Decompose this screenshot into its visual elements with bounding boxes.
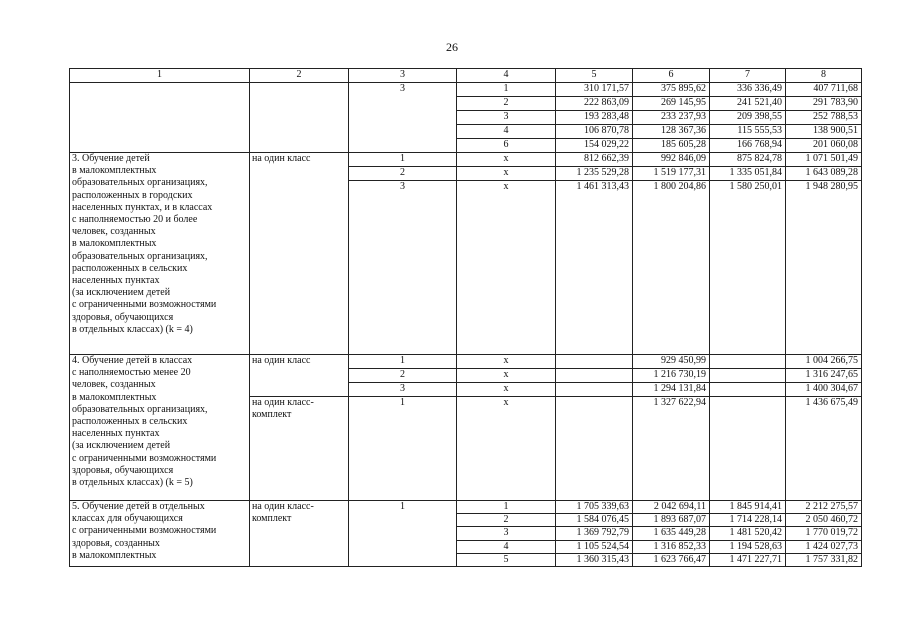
- empty-cell: [250, 83, 349, 153]
- group-number-cell: 1: [349, 355, 457, 369]
- cell-text-line: (за исключением детей: [72, 440, 171, 452]
- value-cell-5: 1 705 339,63: [556, 501, 633, 514]
- value-cell-5: [556, 369, 633, 383]
- subgroup-number-cell: 6: [457, 139, 556, 153]
- value-cell-6: 1 893 687,07: [633, 514, 710, 527]
- value-cell-6: 929 450,99: [633, 355, 710, 369]
- subgroup-number-cell: 4: [457, 540, 556, 553]
- subgroup-number-cell: х: [457, 167, 556, 181]
- subgroup-number-cell: 1: [457, 83, 556, 97]
- cell-text-line: образовательных организациях,: [72, 177, 208, 189]
- value-cell-7: 1 335 051,84: [710, 167, 786, 181]
- value-cell-5: 1 235 529,28: [556, 167, 633, 181]
- subgroup-number-cell: х: [457, 369, 556, 383]
- subgroup-number-cell: х: [457, 383, 556, 397]
- column-header-3: 3: [349, 69, 457, 83]
- cell-text-line: расположенных в сельских: [72, 416, 188, 428]
- subgroup-number-cell: х: [457, 397, 556, 501]
- column-header-2: 2: [250, 69, 349, 83]
- value-cell-5: 1 584 076,45: [556, 514, 633, 527]
- value-cell-6: 185 605,28: [633, 139, 710, 153]
- block3-row: [70, 153, 862, 167]
- value-cell-7: 241 521,40: [710, 97, 786, 111]
- column-header-5: 5: [556, 69, 633, 83]
- column-header-8: 8: [786, 69, 862, 83]
- value-cell-6: 1 519 177,31: [633, 167, 710, 181]
- cell-text-line: в малокомплектных: [72, 165, 157, 177]
- value-cell-5: 310 171,57: [556, 83, 633, 97]
- cell-text-line: с ограниченными возможностями: [72, 525, 217, 537]
- value-cell-8: 2 050 460,72: [786, 514, 862, 527]
- value-cell-6: 1 294 131,84: [633, 383, 710, 397]
- cell-text-line: комплект: [252, 409, 292, 421]
- value-cell-6: 1 623 766,47: [633, 553, 710, 566]
- block4-row: [70, 355, 862, 369]
- value-cell-7: 209 398,55: [710, 111, 786, 125]
- value-cell-8: 252 788,53: [786, 111, 862, 125]
- subgroup-number-cell: х: [457, 153, 556, 167]
- value-cell-8: 201 060,08: [786, 139, 862, 153]
- unit-cell: [250, 501, 349, 567]
- value-cell-6: 1 327 622,94: [633, 397, 710, 501]
- value-cell-7: 1 714 228,14: [710, 514, 786, 527]
- cell-text-line: 3. Обучение детей: [72, 153, 150, 164]
- value-cell-7: 1 481 520,42: [710, 527, 786, 540]
- block4-description: [70, 355, 250, 501]
- data-table: [69, 68, 862, 567]
- value-cell-8: 138 900,51: [786, 125, 862, 139]
- value-cell-6: 128 367,36: [633, 125, 710, 139]
- value-cell-6: 2 042 694,11: [633, 501, 710, 514]
- value-cell-8: 1 436 675,49: [786, 397, 862, 501]
- cell-text-line: образовательных организациях,: [72, 403, 208, 415]
- value-cell-6: 1 635 449,28: [633, 527, 710, 540]
- value-cell-5: 812 662,39: [556, 153, 633, 167]
- cell-text-line: классах для обучающихся: [72, 513, 183, 525]
- subgroup-number-cell: 2: [457, 97, 556, 111]
- cell-text-line: (за исключением детей: [72, 287, 171, 299]
- cell-text-line: здоровья, созданных: [72, 537, 160, 549]
- value-cell-8: 1 400 304,67: [786, 383, 862, 397]
- value-cell-7: 875 824,78: [710, 153, 786, 167]
- subgroup-number-cell: 5: [457, 553, 556, 566]
- value-cell-5: 222 863,09: [556, 97, 633, 111]
- value-cell-7: [710, 369, 786, 383]
- cell-text-line: в отдельных классах) (k = 4): [72, 323, 193, 335]
- group-number-cell: 3: [349, 83, 457, 153]
- value-cell-6: 1 216 730,19: [633, 369, 710, 383]
- subgroup-number-cell: 3: [457, 527, 556, 540]
- value-cell-6: 992 846,09: [633, 153, 710, 167]
- column-header-6: 6: [633, 69, 710, 83]
- value-cell-7: 336 336,49: [710, 83, 786, 97]
- cell-text-line: 4. Обучение детей в классах: [72, 355, 193, 366]
- value-cell-8: 1 643 089,28: [786, 167, 862, 181]
- value-cell-8: 1 948 280,95: [786, 181, 862, 355]
- value-cell-7: 115 555,53: [710, 125, 786, 139]
- value-cell-8: 1 770 019,72: [786, 527, 862, 540]
- group-number-cell: 2: [349, 369, 457, 383]
- cell-text-line: здоровья, обучающихся: [72, 311, 174, 323]
- block3-description: [70, 153, 250, 355]
- cell-text-line: на один класс-: [252, 397, 314, 408]
- cell-text-line: в отдельных классах) (k = 5): [72, 477, 193, 489]
- value-cell-5: 1 461 313,43: [556, 181, 633, 355]
- subgroup-number-cell: 3: [457, 111, 556, 125]
- subgroup-number-cell: 2: [457, 514, 556, 527]
- value-cell-5: [556, 355, 633, 369]
- cell-text-line: комплект: [252, 513, 292, 525]
- value-cell-7: [710, 355, 786, 369]
- subgroup-number-cell: 1: [457, 501, 556, 514]
- value-cell-6: 375 895,62: [633, 83, 710, 97]
- value-cell-5: 1 105 524,54: [556, 540, 633, 553]
- value-cell-5: [556, 397, 633, 501]
- value-cell-7: 1 471 227,71: [710, 553, 786, 566]
- block5-row: [70, 501, 862, 514]
- page-number: 26: [446, 40, 458, 54]
- column-header-1: 1: [70, 69, 250, 83]
- group-number-cell: 3: [349, 181, 457, 355]
- value-cell-7: [710, 383, 786, 397]
- cell-text-line: 5. Обучение детей в отдельных: [72, 501, 205, 512]
- value-cell-8: 1 757 331,82: [786, 553, 862, 566]
- value-cell-7: 1 580 250,01: [710, 181, 786, 355]
- column-header-4: 4: [457, 69, 556, 83]
- value-cell-6: 233 237,93: [633, 111, 710, 125]
- value-cell-8: 407 711,68: [786, 83, 862, 97]
- cell-text-line: на один класс-: [252, 501, 314, 512]
- value-cell-7: 1 845 914,41: [710, 501, 786, 514]
- value-cell-7: 1 194 528,63: [710, 540, 786, 553]
- value-cell-8: 1 004 266,75: [786, 355, 862, 369]
- value-cell-8: 1 424 027,73: [786, 540, 862, 553]
- cell-text-line: с наполняемостью менее 20: [72, 367, 191, 379]
- value-cell-5: 154 029,22: [556, 139, 633, 153]
- cell-text-line: расположенных в городских: [72, 189, 193, 201]
- value-cell-8: 1 071 501,49: [786, 153, 862, 167]
- value-cell-7: [710, 397, 786, 501]
- cell-text-line: человек, созданных: [72, 226, 156, 238]
- cell-text-line: расположенных в сельских: [72, 262, 188, 274]
- group-number-cell: 1: [349, 153, 457, 167]
- cell-text-line: населенных пунктах: [72, 275, 160, 287]
- value-cell-5: 1 360 315,43: [556, 553, 633, 566]
- value-cell-6: 1 316 852,33: [633, 540, 710, 553]
- cell-text-line: населенных пунктах: [72, 428, 160, 440]
- header-row: [70, 69, 862, 83]
- group-number-cell: 2: [349, 167, 457, 181]
- subgroup-number-cell: х: [457, 181, 556, 355]
- cell-text-line: с наполняемостью 20 и более: [72, 214, 198, 226]
- group-number-cell: 1: [349, 397, 457, 501]
- unit-cell: на один класс: [250, 355, 349, 397]
- subgroup-number-cell: х: [457, 355, 556, 369]
- cell-text-line: образовательных организациях,: [72, 250, 208, 262]
- cell-text-line: в малокомплектных: [72, 549, 157, 561]
- value-cell-8: 291 783,90: [786, 97, 862, 111]
- cell-text-line: населенных пунктах, и в классах: [72, 201, 213, 213]
- cell-text-line: в малокомплектных: [72, 238, 157, 250]
- subgroup-number-cell: 4: [457, 125, 556, 139]
- block5-description: [70, 501, 250, 567]
- cell-text-line: человек, созданных: [72, 379, 156, 391]
- group-number-cell: 3: [349, 383, 457, 397]
- value-cell-8: 1 316 247,65: [786, 369, 862, 383]
- value-cell-6: 1 800 204,86: [633, 181, 710, 355]
- unit-cell: на один класс: [250, 153, 349, 355]
- value-cell-5: 1 369 792,79: [556, 527, 633, 540]
- cell-text-line: здоровья, обучающихся: [72, 464, 174, 476]
- value-cell-5: 193 283,48: [556, 111, 633, 125]
- unit-cell: [250, 397, 349, 501]
- column-header-7: 7: [710, 69, 786, 83]
- cell-text-line: с ограниченными возможностями: [72, 299, 217, 311]
- value-cell-6: 269 145,95: [633, 97, 710, 111]
- value-cell-7: 166 768,94: [710, 139, 786, 153]
- value-cell-5: 106 870,78: [556, 125, 633, 139]
- empty-cell: [70, 83, 250, 153]
- value-cell-5: [556, 383, 633, 397]
- group-number-cell: 1: [349, 501, 457, 567]
- continuation-row: [70, 83, 862, 97]
- value-cell-8: 2 212 275,57: [786, 501, 862, 514]
- cell-text-line: с ограниченными возможностями: [72, 452, 217, 464]
- cell-text-line: в малокомплектных: [72, 391, 157, 403]
